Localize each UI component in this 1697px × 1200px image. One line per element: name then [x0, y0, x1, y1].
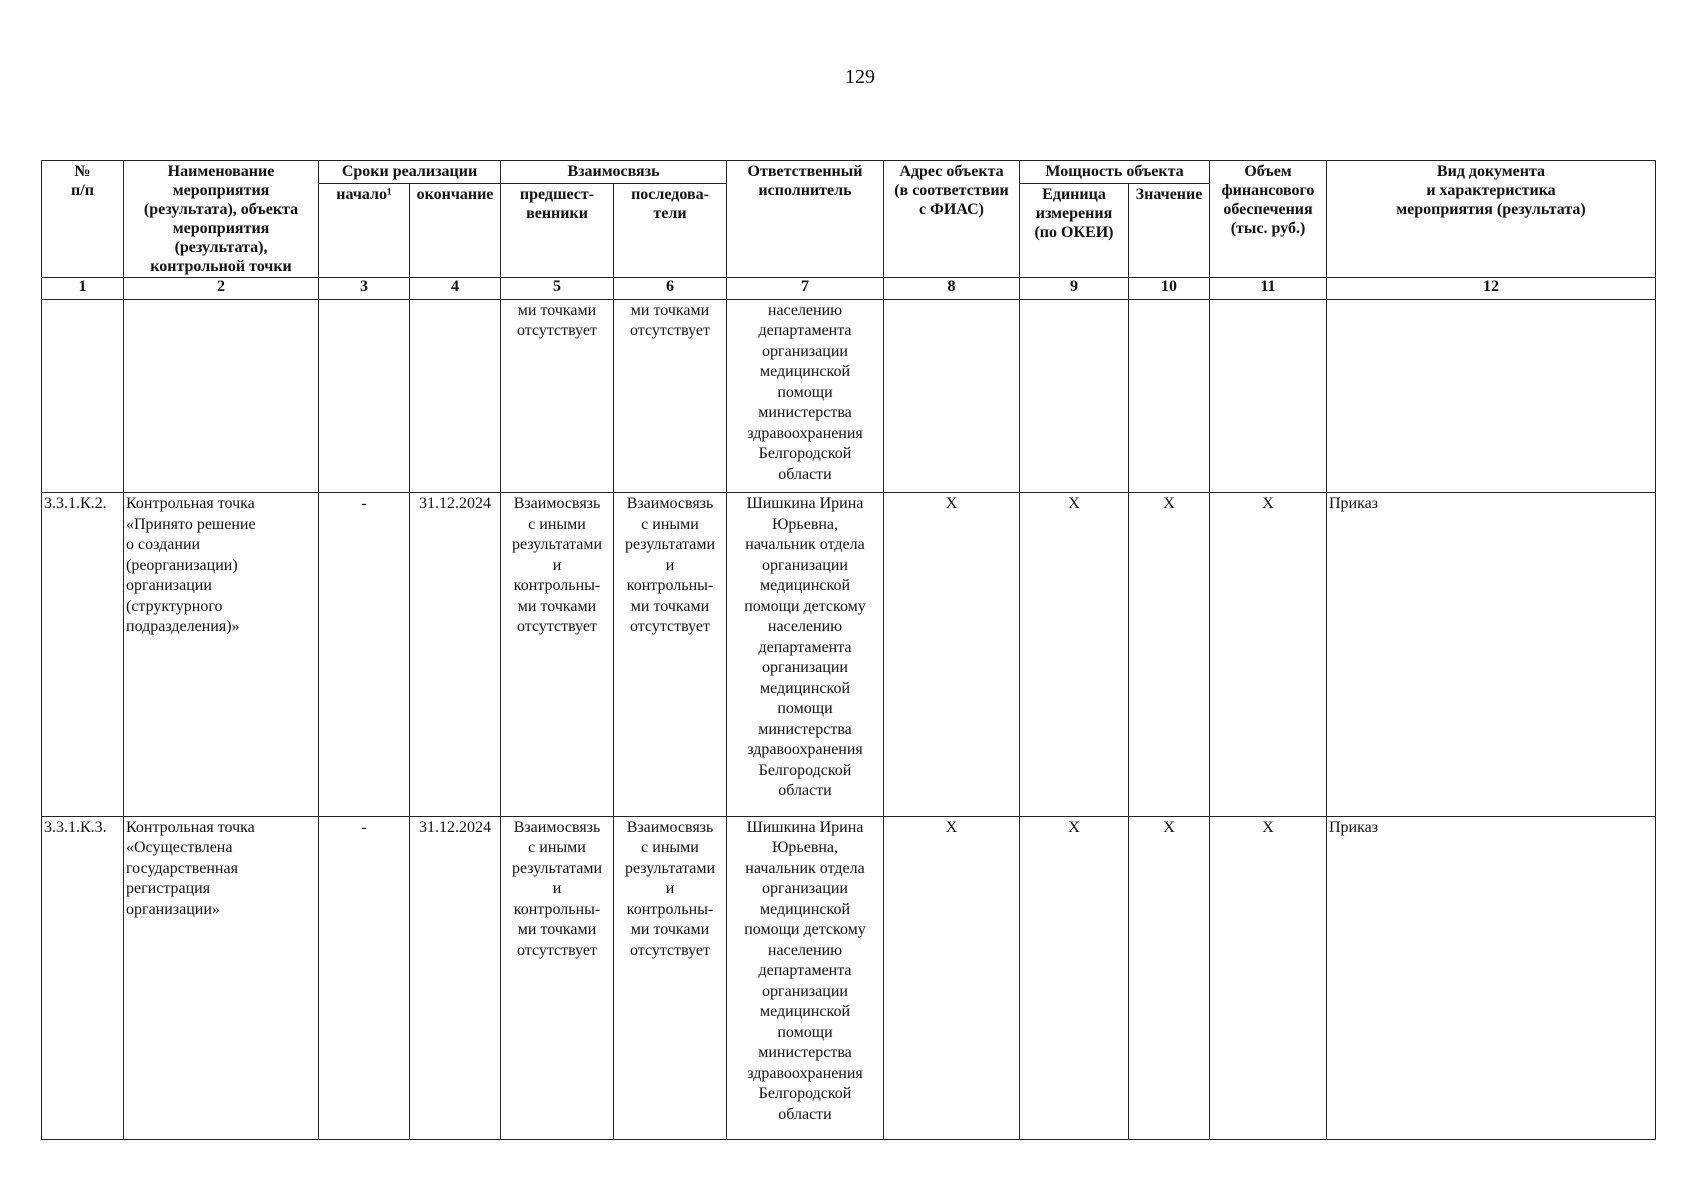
- row-end: [410, 299, 501, 493]
- row-unit: Х: [1020, 493, 1129, 816]
- row-finance: Х: [1210, 493, 1327, 816]
- row-unit: Х: [1020, 816, 1129, 1139]
- page-number: 129: [845, 66, 875, 88]
- row-value: [1129, 299, 1210, 493]
- table-row: [42, 493, 1656, 816]
- header-name: Наименование мероприятия (результата), объекта мероприятия (результата), контрольной точки: [124, 161, 319, 278]
- row-value: Х: [1129, 493, 1210, 816]
- table-row: [42, 299, 1656, 493]
- column-number: 8: [884, 278, 1020, 300]
- header-responsible: Ответственный исполнитель: [727, 161, 884, 278]
- column-numbers-row: [42, 278, 1656, 300]
- row-predecessors: Взаимосвязь с иными результатами и контрольны- ми точками отсутствует: [501, 816, 614, 1139]
- header-unit: Единица измерения (по ОКЕИ): [1020, 183, 1129, 277]
- header-end: окончание: [410, 183, 501, 277]
- header-terms: Сроки реализации: [319, 161, 501, 184]
- row-value: Х: [1129, 816, 1210, 1139]
- column-number: 6: [614, 278, 727, 300]
- column-number: 10: [1129, 278, 1210, 300]
- row-doc-type: Приказ: [1327, 816, 1656, 1139]
- column-number: 12: [1327, 278, 1656, 300]
- header-address: Адрес объекта (в соответствии с ФИАС): [884, 161, 1020, 278]
- row-predecessors: ми точками отсутствует: [501, 299, 614, 493]
- column-number: 11: [1210, 278, 1327, 300]
- header-start: начало¹: [319, 183, 410, 277]
- row-successors: ми точками отсутствует: [614, 299, 727, 493]
- row-address: [884, 299, 1020, 493]
- row-responsible: Шишкина Ирина Юрьевна, начальник отдела организации медицинской помощи детскому населению департамента организации медицинской помощи министерства здравоохранения Белгородской области: [727, 816, 884, 1139]
- header-capacity: Мощность объекта: [1020, 161, 1210, 184]
- header-value: Значение: [1129, 183, 1210, 277]
- row-end: 31.12.2024: [410, 816, 501, 1139]
- row-num: [42, 299, 124, 493]
- column-number: 7: [727, 278, 884, 300]
- row-start: -: [319, 816, 410, 1139]
- row-name: [124, 299, 319, 493]
- row-name: Контрольная точка «Принято решение о создании (реорганизации) организации (структурного подразделения)»: [124, 493, 319, 816]
- row-finance: [1210, 299, 1327, 493]
- row-finance: Х: [1210, 816, 1327, 1139]
- row-successors: Взаимосвязь с иными результатами и контрольны- ми точками отсутствует: [614, 816, 727, 1139]
- header-predecessors: предшест- венники: [501, 183, 614, 277]
- row-num: 3.3.1.К.2.: [42, 493, 124, 816]
- header-num: № п/п: [42, 161, 124, 278]
- row-unit: [1020, 299, 1129, 493]
- row-responsible: населению департамента организации медицинской помощи министерства здравоохранения Белгородской области: [727, 299, 884, 493]
- row-address: Х: [884, 493, 1020, 816]
- row-num: 3.3.1.К.3.: [42, 816, 124, 1139]
- header-relation: Взаимосвязь: [501, 161, 727, 184]
- row-start: -: [319, 493, 410, 816]
- column-number: 5: [501, 278, 614, 300]
- header-finance: Объем финансового обеспечения (тыс. руб.): [1210, 161, 1327, 278]
- row-start: [319, 299, 410, 493]
- row-address: Х: [884, 816, 1020, 1139]
- row-predecessors: Взаимосвязь с иными результатами и контрольны- ми точками отсутствует: [501, 493, 614, 816]
- row-successors: Взаимосвязь с иными результатами и контрольны- ми точками отсутствует: [614, 493, 727, 816]
- column-number: 4: [410, 278, 501, 300]
- header-doc-type: Вид документа и характеристика мероприятия (результата): [1327, 161, 1656, 278]
- row-responsible: Шишкина Ирина Юрьевна, начальник отдела организации медицинской помощи детскому населению департамента организации медицинской помощи министерства здравоохранения Белгородской области: [727, 493, 884, 816]
- table-row: [42, 816, 1656, 1139]
- row-doc-type: Приказ: [1327, 493, 1656, 816]
- column-number: 1: [42, 278, 124, 300]
- row-end: 31.12.2024: [410, 493, 501, 816]
- column-number: 9: [1020, 278, 1129, 300]
- row-doc-type: [1327, 299, 1656, 493]
- column-number: 3: [319, 278, 410, 300]
- events-table: [41, 160, 1656, 1140]
- column-number: 2: [124, 278, 319, 300]
- row-name: Контрольная точка «Осуществлена государственная регистрация организации»: [124, 816, 319, 1139]
- header-successors: последова- тели: [614, 183, 727, 277]
